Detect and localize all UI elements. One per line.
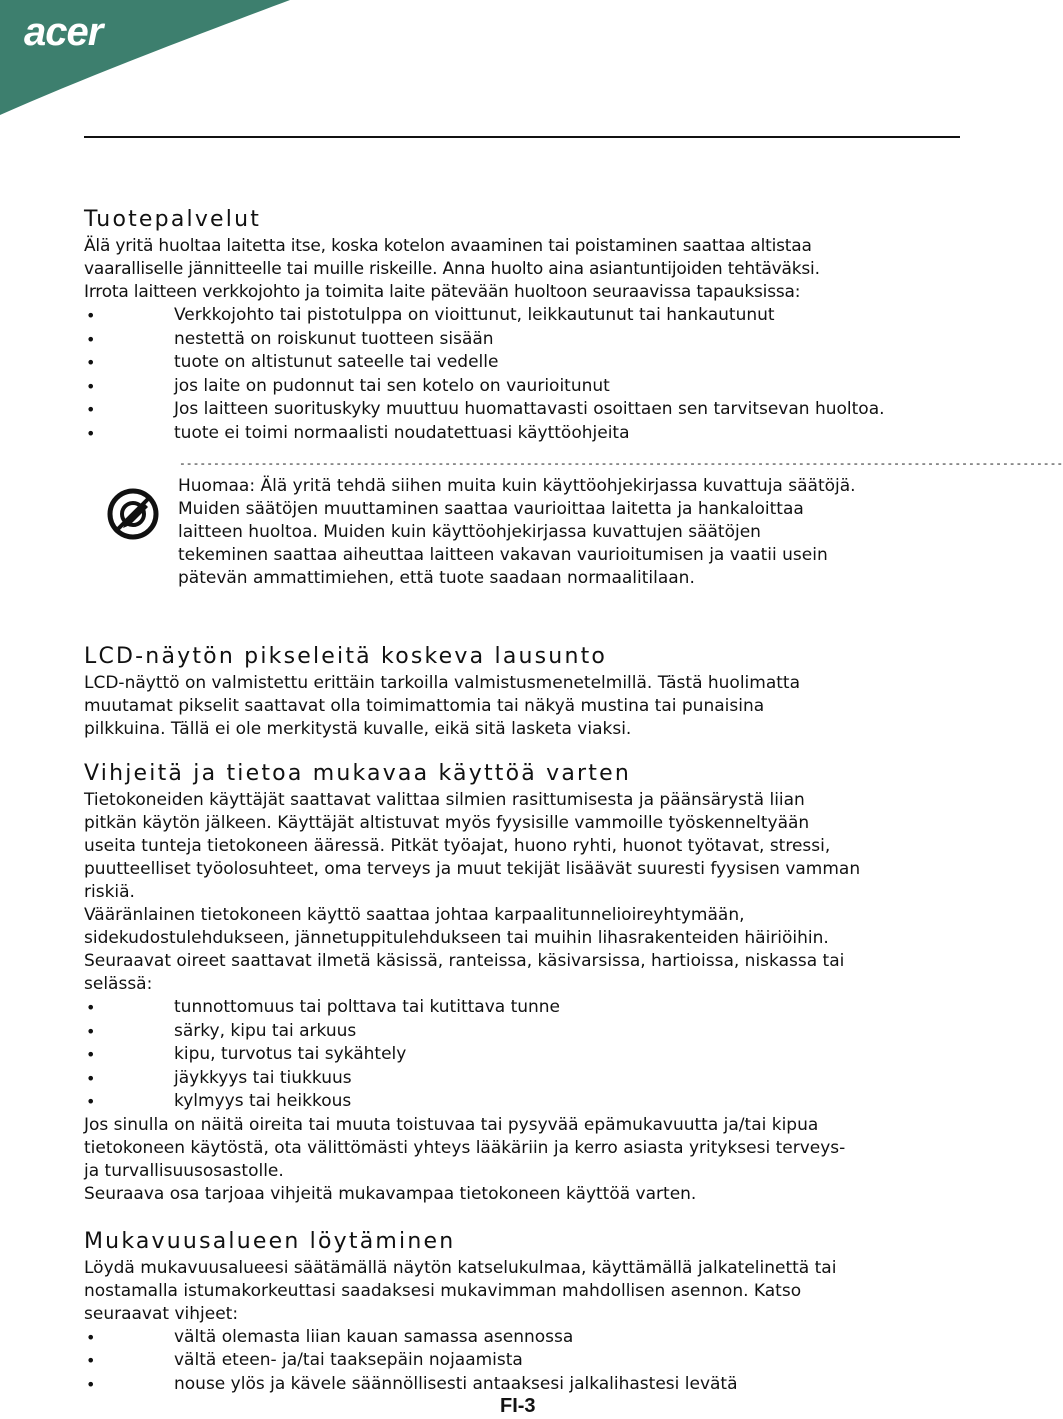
comfort-line: Löydä mukavuusalueesi säätämällä näytön katselukulmaa, käyttämällä jalkatelinettä tai	[84, 1257, 837, 1278]
lcd-title: LCD-näytön pikseleitä koskeva lausunto	[84, 644, 608, 669]
symptom-item: • jäykkyys tai tiukkuus	[84, 1067, 956, 1091]
comfort-line: nostamalla istumakorkeuttasi saadaksesi mukavimman mahdollisen asennon. Katso	[84, 1280, 802, 1301]
tips-line: Vääränlainen tietokoneen käyttö saattaa johtaa karpaalitunnelioireyhtymään,	[84, 905, 745, 925]
tips-line: Jos sinulla on näitä oireita tai muuta toistuvaa tai pysyvää epämukavuutta ja/tai kipua	[84, 1114, 819, 1135]
tips-title: Vihjeitä ja tietoa mukavaa käyttöä varten	[84, 761, 631, 786]
tips-line: ja turvallisuusosastolle.	[84, 1160, 284, 1181]
note-line: tekeminen saattaa aiheuttaa laitteen vakavan vaurioitumisen ja vaatii usein	[178, 545, 828, 565]
lcd-line: muutamat pikselit saattavat olla toimimattomia tai näkyä mustina tai punaisina	[84, 696, 765, 716]
symptom-item: • kylmyys tai heikkous	[84, 1090, 956, 1114]
note-pen-icon	[106, 487, 160, 541]
service-title: Tuotepalvelut	[84, 207, 262, 232]
service-intro-line-3: Irrota laitteen verkkojohto ja toimita laite pätevään huoltoon seuraavissa tapauksissa:	[84, 282, 801, 302]
header-swoosh	[0, 0, 960, 120]
tips-line: tietokoneen käytöstä, ota välittömästi yhteys lääkäriin ja kerro asiasta yrityksesi terveys-	[84, 1137, 846, 1158]
service-item: • jos laite on pudonnut tai sen kotelo on vaurioitunut	[84, 375, 956, 399]
comfort-line: seuraavat vihjeet:	[84, 1303, 239, 1324]
acer-logo: acer	[24, 10, 103, 54]
comfort-title: Mukavuusalueen löytäminen	[84, 1228, 456, 1254]
page-number: FI-3	[500, 1395, 536, 1417]
note-box	[84, 457, 1063, 622]
comfort-section	[84, 1227, 956, 1397]
comfort-item: • vältä eteen- ja/tai taaksepäin nojaamista	[84, 1349, 956, 1373]
note-line: Huomaa: Älä yritä tehdä siihen muita kuin käyttöohjekirjassa kuvattuja säätöjä.	[178, 476, 856, 496]
service-intro-line-2: vaaralliselle jännitteelle tai muille riskeille. Anna huolto aina asiantuntijoiden tehtäväksi.	[84, 259, 820, 279]
tips-line: pitkän käytön jälkeen. Käyttäjät altistuvat myös fyysisille vammoille työskenneltyään	[84, 813, 810, 833]
service-item: • Jos laitteen suorituskyky muuttuu huomattavasti osoittaen sen tarvitsevan huoltoa.	[84, 398, 956, 422]
lcd-line: LCD-näyttö on valmistettu erittäin tarkoilla valmistusmenetelmillä. Tästä huolimatta	[84, 673, 801, 693]
symptom-item: • särky, kipu tai arkuus	[84, 1020, 956, 1044]
symptom-item: • kipu, turvotus tai sykähtely	[84, 1043, 956, 1067]
tips-line: useita tunteja tietokoneen ääressä. Pitkät työajat, huono ryhti, huonot työtavat, stressi,	[84, 836, 831, 856]
note-divider: ----------------------------------------------------------------------------------------------------------------------------------	[179, 457, 1063, 470]
service-item: • tuote on altistunut sateelle tai vedelle	[84, 351, 956, 375]
service-section	[84, 205, 956, 445]
note-text	[178, 475, 968, 590]
note-line: pätevän ammattimiehen, että tuote saadaan normaalitilaan.	[178, 568, 695, 588]
comfort-item: • vältä olemasta liian kauan samassa asennossa	[84, 1326, 956, 1350]
tips-line: Seuraava osa tarjoaa vihjeitä mukavampaa tietokoneen käyttöä varten.	[84, 1183, 697, 1204]
tips-line: puutteelliset työolosuhteet, oma terveys ja muut tekijät lisäävät suuresti fyysisen vamman	[84, 859, 861, 879]
tips-section	[84, 759, 956, 1206]
service-item: • nestettä on roiskunut tuotteen sisään	[84, 328, 956, 352]
service-list	[84, 304, 956, 445]
note-line: laitteen huoltoa. Muiden kuin käyttöohjekirjassa kuvattujen säätöjen	[178, 522, 761, 542]
tips-line: Seuraavat oireet saattavat ilmetä käsissä, ranteissa, käsivarsissa, hartioissa, niskassa tai	[84, 951, 845, 971]
service-item: • tuote ei toimi normaalisti noudatettuasi käyttöohjeita	[84, 422, 956, 446]
service-item: • Verkkojohto tai pistotulppa on vioittunut, leikkautunut tai hankautunut	[84, 304, 956, 328]
symptom-list	[84, 996, 956, 1114]
comfort-list	[84, 1326, 956, 1397]
tips-line: sidekudostulehdukseen, jännetuppitulehdukseen tai muihin lihasrakenteiden häiriöihin.	[84, 928, 829, 948]
note-line: Muiden säätöjen muuttaminen saattaa vaurioittaa laitetta ja hankaloittaa	[178, 499, 804, 519]
tips-line: riskiä.	[84, 882, 135, 902]
header-band	[0, 0, 960, 120]
tips-line: Tietokoneiden käyttäjät saattavat valittaa silmien rasittumisesta ja päänsärystä liian	[84, 790, 805, 810]
comfort-item: • nouse ylös ja kävele säännöllisesti antaaksesi jalkalihastesi levätä	[84, 1373, 956, 1397]
lcd-line: pilkkuina. Tällä ei ole merkitystä kuvalle, eikä sitä lasketa viaksi.	[84, 719, 632, 739]
service-intro-line-1: Älä yritä huoltaa laitetta itse, koska kotelon avaaminen tai poistaminen saattaa altistaa	[84, 236, 812, 256]
lcd-section	[84, 642, 956, 741]
tips-line: selässä:	[84, 974, 153, 994]
header-rule	[84, 136, 960, 138]
symptom-item: • tunnottomuus tai polttava tai kutittava tunne	[84, 996, 956, 1020]
page-content	[84, 205, 1063, 1396]
